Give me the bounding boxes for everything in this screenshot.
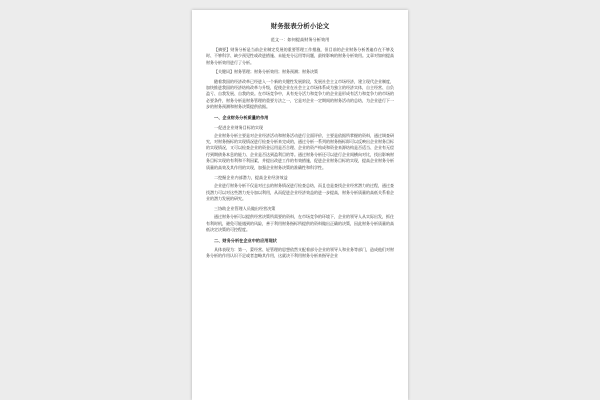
section-heading-2: 二、财务分析在企业中的应用现状 <box>214 237 277 243</box>
document-subtitle: 范文一：如何提高财务分析效用 <box>270 37 330 42</box>
keywords-paragraph: 【关键词】财务管理；财务分析效用；财务预测；财务决策 <box>214 69 318 75</box>
document-title: 财务报表分析小论文 <box>270 22 330 30</box>
intro-paragraph: 随着我国的经济改革已经进入一个新的关键性发展阶段，发展社会主义市场经济，建立现代企业制度，加快推进我国的经济结构改革与升级，促使企业在社会主义市场体系成为独立的经济实体，自主经营、自负盈亏、自我发展、自我约束。在市场竞争中，具有充分活力和竞争力的企业是形成有活力和竞争力的市场的必要条件，财务分析是财务管理的重要方法之一，它是对企业一定期间的财务活动的总结，为企业进行下一步的财务预测和财务决策提供依据。 <box>206 78 394 110</box>
subsection-heading-2: 二挖掘企业内部潜力，提高企业经济效益 <box>214 175 288 181</box>
section-body-2: 具体表现为：第一，蒙经营、轻管理的思想依然支配着部分企业的领导人和业务等部门，造成他们对财务分析的作用认识不足或者忽略其作用，这就决不利用财务分析来指导企业 <box>206 246 394 258</box>
subsection-body-2: 企业进行财务分析不仅是对过去的财务情况进行检查总结，而且也是查找企业经营潜力的过程，通过查找潜力可以对这些潜力充分加以利用，从而促进企业经济效益的进一步提高，财务分析质量的高低关系着企业的潜力发展的研究。 <box>206 183 394 201</box>
subsection-heading-1: 一促进企业财务目标的实现 <box>214 124 264 130</box>
subsection-body-1: 企业财务分析主要是对企业经济活动和财务活动进行全面评价，主要是依据所掌握的资料，通过调查研究，对财务指标的实现情况进行检查分析来完成的，通过分析一系列的财务指标即可以反映出企业财务目标的实现情况，又可以检查企业的资金运用是否合理、企业的资产构成和资金来源结构是否适当、企业有无偿付到期债务本息的能力、企业是否达到盈利目的等。通过财务分析还可以进行企业间横向对比，找出影响财务目标实现的有利和不利因素，并提出改进工作的有效措施，促进企业财务目标的实现，提高企业财务分析质量的高效及其作用的实现，加强企业财务决策的准确性和科学性。 <box>206 132 394 170</box>
section-heading-1: 一、企业财务分析质量的作用 <box>214 114 269 120</box>
subsection-body-3: 通过财务分析可以提供经营决策所需要的资料，在市场竞争的环境下，企业的领导人从实际出发，抓住有利时机，避免可能遇到的风险，善于利用财务指标所提供的资料做出正确的决策，因此财务分析质量的高低决定决策的可控程度。 <box>206 214 394 233</box>
abstract-paragraph: 【摘要】财务分析是当前企业制定发展的重要管理工作措施，但目前的企业财务分析普遍存在不够及时、不够科学、缺少预见性或改进措施、未能充分运用等问题，最终影响的财务分析效用。文章对如何提高财务分析效用进行了分析。 <box>206 47 394 65</box>
subsection-heading-3: 三协助企业管理人员做出经营决策 <box>214 206 276 212</box>
document-page <box>192 10 408 400</box>
